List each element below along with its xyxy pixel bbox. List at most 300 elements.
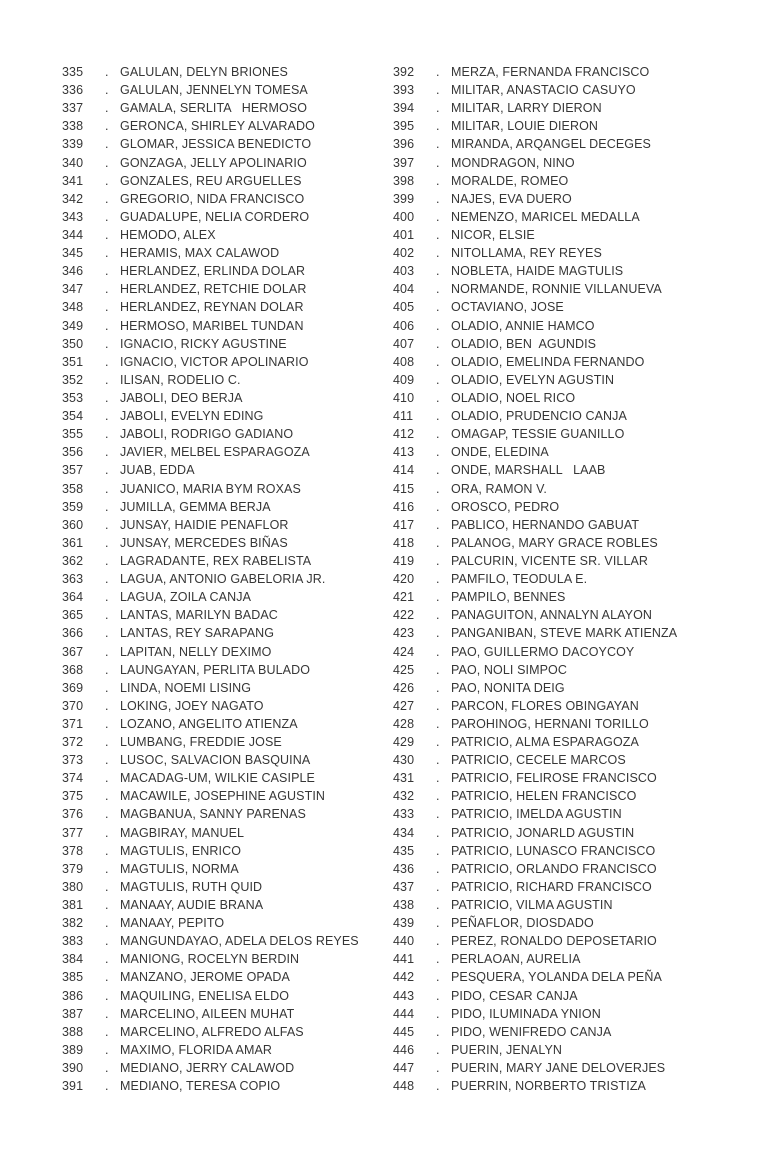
list-item — [62, 842, 392, 860]
list-item — [393, 99, 743, 117]
entry-separator: . — [436, 735, 440, 750]
entry-number: 357 — [62, 463, 84, 478]
entry-separator: . — [436, 680, 440, 695]
entry-number: 443 — [393, 988, 415, 1003]
entry-separator: . — [105, 988, 109, 1003]
entry-separator: . — [436, 101, 440, 116]
list-item — [393, 697, 743, 715]
list-item — [393, 534, 743, 552]
entry-number: 408 — [393, 354, 415, 369]
entry-number: 414 — [393, 463, 415, 478]
entry-number: 428 — [393, 716, 415, 731]
list-item — [393, 262, 743, 280]
entry-name: MILITAR, ANASTACIO CASUYO — [451, 83, 636, 98]
list-item — [393, 787, 743, 805]
entry-name: OLADIO, BEN AGUNDIS — [451, 336, 597, 351]
list-item — [62, 878, 392, 896]
entry-separator: . — [436, 970, 440, 985]
entry-separator: . — [436, 227, 440, 242]
name-list-column-left — [62, 63, 392, 1095]
entry-number: 430 — [393, 753, 415, 768]
entry-name: IGNACIO, VICTOR APOLINARIO — [120, 354, 309, 369]
list-item — [393, 661, 743, 679]
entry-name: JUAB, EDDA — [120, 463, 195, 478]
entry-name: MEDIANO, JERRY CALAWOD — [120, 1061, 295, 1076]
entry-separator: . — [105, 1042, 109, 1057]
entry-name: PUERIN, MARY JANE DELOVERJES — [451, 1061, 666, 1076]
list-item — [393, 480, 743, 498]
entry-name: NICOR, ELSIE — [451, 227, 535, 242]
entry-number: 346 — [62, 264, 84, 279]
entry-number: 396 — [393, 137, 415, 152]
entry-number: 407 — [393, 336, 415, 351]
entry-name: MAGBANUA, SANNY PARENAS — [120, 807, 306, 822]
list-item — [393, 172, 743, 190]
entry-number: 340 — [62, 155, 84, 170]
list-item — [393, 624, 743, 642]
entry-name: GREGORIO, NIDA FRANCISCO — [120, 191, 305, 206]
entry-separator: . — [105, 246, 109, 261]
entry-number: 350 — [62, 336, 84, 351]
entry-name: LOZANO, ANGELITO ATIENZA — [120, 716, 298, 731]
entry-name: PAO, GUILLERMO DACOYCOY — [451, 644, 635, 659]
entry-separator: . — [436, 916, 440, 931]
entry-number: 426 — [393, 680, 415, 695]
entry-separator: . — [105, 173, 109, 188]
entry-separator: . — [105, 463, 109, 478]
entry-name: JABOLI, EVELYN EDING — [120, 409, 264, 424]
entry-number: 380 — [62, 879, 84, 894]
entry-name: HERMOSO, MARIBEL TUNDAN — [120, 318, 304, 333]
list-item — [62, 226, 392, 244]
entry-name: MACADAG-UM, WILKIE CASIPLE — [120, 771, 315, 786]
entry-separator: . — [436, 445, 440, 460]
entry-number: 367 — [62, 644, 84, 659]
entry-name: GAMALA, SERLITA HERMOSO — [120, 101, 308, 116]
entry-name: JUNSAY, MERCEDES BIÑAS — [120, 535, 288, 550]
list-item — [393, 842, 743, 860]
list-item — [393, 280, 743, 298]
list-item — [62, 516, 392, 534]
entry-number: 444 — [393, 1006, 415, 1021]
entry-separator: . — [105, 553, 109, 568]
entry-number: 400 — [393, 209, 415, 224]
entry-separator: . — [105, 934, 109, 949]
entry-name: LAGUA, ANTONIO GABELORIA JR. — [120, 572, 326, 587]
entry-number: 439 — [393, 916, 415, 931]
entry-name: PERLAOAN, AURELIA — [451, 952, 581, 967]
entry-separator: . — [436, 861, 440, 876]
entry-number: 401 — [393, 227, 415, 242]
entry-separator: . — [105, 445, 109, 460]
entry-separator: . — [436, 952, 440, 967]
entry-separator: . — [105, 409, 109, 424]
list-item — [393, 407, 743, 425]
list-item — [62, 117, 392, 135]
entry-separator: . — [105, 137, 109, 152]
list-item — [393, 226, 743, 244]
list-item — [62, 335, 392, 353]
entry-number: 390 — [62, 1061, 84, 1076]
list-item — [393, 317, 743, 335]
entry-number: 415 — [393, 481, 415, 496]
entry-separator: . — [105, 318, 109, 333]
list-item — [393, 1077, 743, 1095]
entry-separator: . — [105, 843, 109, 858]
entry-name: PATRICIO, IMELDA AGUSTIN — [451, 807, 622, 822]
entry-number: 353 — [62, 390, 84, 405]
entry-separator: . — [105, 970, 109, 985]
list-item — [62, 425, 392, 443]
entry-number: 364 — [62, 590, 84, 605]
entry-separator: . — [436, 137, 440, 152]
entry-name: LANTAS, REY SARAPANG — [120, 626, 275, 641]
entry-separator: . — [105, 101, 109, 116]
list-item — [393, 733, 743, 751]
entry-separator: . — [105, 119, 109, 134]
entry-name: MEDIANO, TERESA COPIO — [120, 1079, 281, 1094]
entry-name: MORALDE, ROMEO — [451, 173, 569, 188]
list-item — [62, 371, 392, 389]
entry-number: 374 — [62, 771, 84, 786]
entry-number: 393 — [393, 83, 415, 98]
entry-name: OLADIO, PRUDENCIO CANJA — [451, 409, 627, 424]
entry-separator: . — [436, 191, 440, 206]
list-item — [62, 461, 392, 479]
entry-separator: . — [105, 481, 109, 496]
entry-number: 371 — [62, 716, 84, 731]
entry-separator: . — [105, 209, 109, 224]
list-item — [62, 1023, 392, 1041]
entry-name: LAPITAN, NELLY DEXIMO — [120, 644, 272, 659]
entry-separator: . — [436, 1042, 440, 1057]
list-item — [393, 1023, 743, 1041]
entry-separator: . — [105, 861, 109, 876]
entry-name: JABOLI, DEO BERJA — [120, 390, 243, 405]
entry-separator: . — [436, 499, 440, 514]
list-item — [393, 154, 743, 172]
entry-separator: . — [105, 65, 109, 79]
name-list-column-right — [393, 63, 743, 1095]
entry-number: 416 — [393, 499, 415, 514]
list-item — [393, 244, 743, 262]
list-item — [393, 498, 743, 516]
list-item — [62, 244, 392, 262]
entry-number: 339 — [62, 137, 84, 152]
list-item — [393, 63, 743, 81]
entry-number: 404 — [393, 282, 415, 297]
entry-name: ONDE, ELEDINA — [451, 445, 549, 460]
entry-separator: . — [436, 336, 440, 351]
entry-name: MARCELINO, AILEEN MUHAT — [120, 1006, 295, 1021]
list-item — [393, 461, 743, 479]
entry-number: 341 — [62, 173, 84, 188]
list-item — [62, 950, 392, 968]
list-item — [62, 99, 392, 117]
entry-number: 441 — [393, 952, 415, 967]
list-item — [62, 733, 392, 751]
entry-name: PUERRIN, NORBERTO TRISTIZA — [451, 1079, 646, 1094]
entry-name: PATRICIO, VILMA AGUSTIN — [451, 898, 613, 913]
entry-name: PATRICIO, LUNASCO FRANCISCO — [451, 843, 656, 858]
entry-separator: . — [436, 825, 440, 840]
list-item — [393, 425, 743, 443]
entry-number: 403 — [393, 264, 415, 279]
entry-number: 395 — [393, 119, 415, 134]
entry-number: 446 — [393, 1042, 415, 1057]
entry-number: 427 — [393, 698, 415, 713]
entry-name: PIDO, CESAR CANJA — [451, 988, 578, 1003]
entry-separator: . — [436, 988, 440, 1003]
list-item — [62, 824, 392, 842]
list-item — [62, 805, 392, 823]
entry-name: PATRICIO, FELIROSE FRANCISCO — [451, 771, 657, 786]
entry-name: PEÑAFLOR, DIOSDADO — [451, 916, 594, 931]
entry-separator: . — [105, 626, 109, 641]
entry-separator: . — [436, 608, 440, 623]
entry-separator: . — [105, 535, 109, 550]
entry-number: 382 — [62, 916, 84, 931]
entry-separator: . — [436, 807, 440, 822]
list-item — [62, 715, 392, 733]
list-item — [62, 1059, 392, 1077]
entry-name: MAGTULIS, NORMA — [120, 861, 239, 876]
entry-separator: . — [436, 1061, 440, 1076]
entry-number: 417 — [393, 517, 415, 532]
list-item — [393, 371, 743, 389]
entry-name: HERLANDEZ, REYNAN DOLAR — [120, 300, 304, 315]
entry-number: 434 — [393, 825, 415, 840]
entry-separator: . — [105, 662, 109, 677]
list-item — [62, 298, 392, 316]
entry-name: IGNACIO, RICKY AGUSTINE — [120, 336, 287, 351]
entry-name: MAXIMO, FLORIDA AMAR — [120, 1042, 273, 1057]
entry-name: PEREZ, RONALDO DEPOSETARIO — [451, 934, 657, 949]
entry-number: 369 — [62, 680, 84, 695]
entry-name: GUADALUPE, NELIA CORDERO — [120, 209, 310, 224]
list-item — [62, 624, 392, 642]
entry-separator: . — [105, 372, 109, 387]
entry-name: PATRICIO, HELEN FRANCISCO — [451, 789, 637, 804]
entry-name: JUNSAY, HAIDIE PENAFLOR — [120, 517, 289, 532]
entry-number: 392 — [393, 65, 415, 79]
list-item — [393, 932, 743, 950]
entry-number: 432 — [393, 789, 415, 804]
list-item — [62, 208, 392, 226]
entry-separator: . — [105, 1079, 109, 1094]
entry-separator: . — [436, 246, 440, 261]
entry-name: PESQUERA, YOLANDA DELA PEÑA — [451, 970, 662, 985]
entry-number: 433 — [393, 807, 415, 822]
entry-separator: . — [105, 517, 109, 532]
entry-name: MANGUNDAYAO, ADELA DELOS REYES — [120, 934, 359, 949]
entry-name: OLADIO, EVELYN AGUSTIN — [451, 372, 615, 387]
entry-number: 422 — [393, 608, 415, 623]
list-item — [62, 588, 392, 606]
entry-number: 435 — [393, 843, 415, 858]
entry-number: 347 — [62, 282, 84, 297]
entry-name: OROSCO, PEDRO — [451, 499, 560, 514]
entry-separator: . — [105, 807, 109, 822]
entry-name: LINDA, NOEMI LISING — [120, 680, 252, 695]
entry-separator: . — [436, 318, 440, 333]
entry-separator: . — [436, 65, 440, 79]
list-item — [62, 896, 392, 914]
entry-name: GONZALES, REU ARGUELLES — [120, 173, 302, 188]
list-item — [62, 190, 392, 208]
entry-name: GALULAN, JENNELYN TOMESA — [120, 83, 308, 98]
entry-name: GERONCA, SHIRLEY ALVARADO — [120, 119, 315, 134]
list-item — [62, 1077, 392, 1095]
entry-number: 413 — [393, 445, 415, 460]
entry-separator: . — [105, 753, 109, 768]
list-item — [393, 914, 743, 932]
entry-separator: . — [436, 843, 440, 858]
entry-number: 335 — [62, 65, 84, 79]
entry-number: 358 — [62, 481, 84, 496]
entry-name: MARCELINO, ALFREDO ALFAS — [120, 1024, 304, 1039]
entry-separator: . — [436, 1024, 440, 1039]
list-item — [393, 516, 743, 534]
entry-number: 342 — [62, 191, 84, 206]
list-item — [62, 606, 392, 624]
entry-name: HERLANDEZ, RETCHIE DOLAR — [120, 282, 307, 297]
entry-number: 366 — [62, 626, 84, 641]
list-item — [393, 715, 743, 733]
entry-name: PATRICIO, ORLANDO FRANCISCO — [451, 861, 657, 876]
entry-name: ONDE, MARSHALL LAAB — [451, 463, 606, 478]
entry-name: MAGBIRAY, MANUEL — [120, 825, 245, 840]
entry-name: PATRICIO, CECELE MARCOS — [451, 753, 626, 768]
list-item — [393, 950, 743, 968]
list-item — [393, 1005, 743, 1023]
list-item — [62, 643, 392, 661]
list-item — [62, 280, 392, 298]
entry-number: 336 — [62, 83, 84, 98]
entry-number: 406 — [393, 318, 415, 333]
entry-number: 421 — [393, 590, 415, 605]
entry-name: LAUNGAYAN, PERLITA BULADO — [120, 662, 311, 677]
entry-separator: . — [105, 771, 109, 786]
list-item — [62, 787, 392, 805]
entry-separator: . — [105, 282, 109, 297]
entry-separator: . — [436, 698, 440, 713]
list-item — [62, 317, 392, 335]
list-item — [393, 208, 743, 226]
list-item — [393, 588, 743, 606]
entry-separator: . — [105, 390, 109, 405]
entry-name: PATRICIO, JONARLD AGUSTIN — [451, 825, 635, 840]
entry-separator: . — [105, 191, 109, 206]
entry-separator: . — [105, 898, 109, 913]
list-item — [62, 81, 392, 99]
entry-separator: . — [105, 354, 109, 369]
list-item — [62, 679, 392, 697]
list-item — [62, 389, 392, 407]
entry-separator: . — [105, 716, 109, 731]
entry-name: PUERIN, JENALYN — [451, 1042, 563, 1057]
entry-number: 437 — [393, 879, 415, 894]
entry-separator: . — [436, 879, 440, 894]
entry-number: 387 — [62, 1006, 84, 1021]
entry-separator: . — [105, 1061, 109, 1076]
entry-number: 338 — [62, 119, 84, 134]
list-item — [62, 534, 392, 552]
entry-separator: . — [436, 517, 440, 532]
entry-number: 370 — [62, 698, 84, 713]
entry-separator: . — [436, 155, 440, 170]
entry-name: MERZA, FERNANDA FRANCISCO — [451, 65, 650, 79]
entry-separator: . — [436, 427, 440, 442]
entry-name: NEMENZO, MARICEL MEDALLA — [451, 209, 640, 224]
entry-name: LUMBANG, FREDDIE JOSE — [120, 735, 282, 750]
entry-name: HEMODO, ALEX — [120, 227, 216, 242]
entry-name: MAQUILING, ENELISA ELDO — [120, 988, 290, 1003]
entry-separator: . — [105, 879, 109, 894]
entry-separator: . — [436, 662, 440, 677]
entry-number: 345 — [62, 246, 84, 261]
entry-number: 391 — [62, 1079, 84, 1094]
entry-number: 361 — [62, 535, 84, 550]
entry-name: LANTAS, MARILYN BADAC — [120, 608, 278, 623]
list-item — [393, 896, 743, 914]
entry-separator: . — [105, 735, 109, 750]
entry-separator: . — [436, 535, 440, 550]
list-item — [62, 407, 392, 425]
entry-name: NORMANDE, RONNIE VILLANUEVA — [451, 282, 662, 297]
entry-number: 431 — [393, 771, 415, 786]
entry-name: NITOLLAMA, REY REYES — [451, 246, 602, 261]
list-item — [393, 298, 743, 316]
entry-number: 368 — [62, 662, 84, 677]
entry-number: 447 — [393, 1061, 415, 1076]
entry-separator: . — [436, 209, 440, 224]
entry-name: PAO, NONITA DEIG — [451, 680, 565, 695]
entry-number: 360 — [62, 517, 84, 532]
entry-number: 377 — [62, 825, 84, 840]
entry-name: PAMFILO, TEODULA E. — [451, 572, 588, 587]
entry-separator: . — [436, 771, 440, 786]
entry-number: 424 — [393, 644, 415, 659]
entry-name: PARCON, FLORES OBINGAYAN — [451, 698, 639, 713]
entry-number: 384 — [62, 952, 84, 967]
list-item — [62, 1041, 392, 1059]
entry-number: 363 — [62, 572, 84, 587]
entry-name: LAGRADANTE, REX RABELISTA — [120, 553, 312, 568]
entry-name: OLADIO, ANNIE HAMCO — [451, 318, 595, 333]
list-item — [393, 190, 743, 208]
entry-separator: . — [436, 372, 440, 387]
list-item — [393, 443, 743, 461]
entry-separator: . — [436, 644, 440, 659]
entry-separator: . — [436, 753, 440, 768]
entry-number: 405 — [393, 300, 415, 315]
entry-name: PATRICIO, RICHARD FRANCISCO — [451, 879, 652, 894]
entry-name: MILITAR, LARRY DIERON — [451, 101, 602, 116]
entry-separator: . — [436, 1006, 440, 1021]
entry-separator: . — [105, 644, 109, 659]
list-item — [393, 117, 743, 135]
entry-number: 378 — [62, 843, 84, 858]
entry-name: NAJES, EVA DUERO — [451, 191, 572, 206]
entry-separator: . — [105, 1006, 109, 1021]
list-item — [62, 769, 392, 787]
entry-name: OCTAVIANO, JOSE — [451, 300, 564, 315]
list-item — [393, 552, 743, 570]
entry-separator: . — [105, 608, 109, 623]
entry-number: 385 — [62, 970, 84, 985]
entry-number: 362 — [62, 553, 84, 568]
